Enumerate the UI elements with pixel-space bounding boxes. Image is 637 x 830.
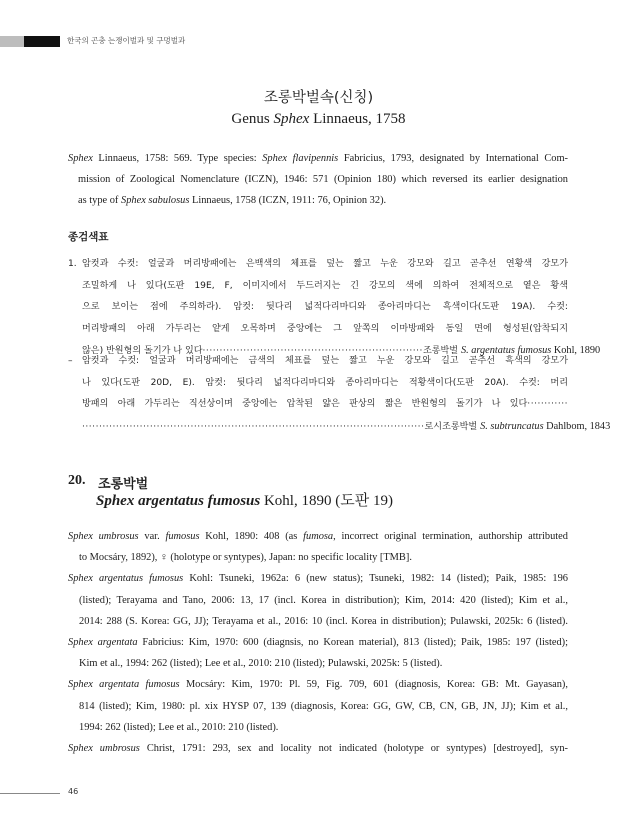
running-header: 한국의 곤충 는쟁이벌과 및 구멍벌과	[67, 36, 186, 45]
genus-para-line-1: Sphex Linnaeus, 1758: 569. Type species: Sphex flavipennis Fabricius, 1793, designated by International Com-	[68, 153, 569, 164]
key-line: – 암컷과 수컷: 얼굴과 머리방패에는 금색의 체표를 덮는 짧고 누운 강모와 길고 곧추선 흑색의 강모가	[68, 356, 568, 366]
synonymy-line: (listed); Terayama and Tano, 2006: 13, 17 (incl. Korea in distribution); Kim, 2014: 420 (listed); Kim et al.,	[79, 594, 568, 606]
genus-title-korean: 조롱박벌속(신칭)	[263, 90, 374, 106]
synonymy-line: to Mocsáry, 1892), ♀ (holotype or syntypes), Japan: no specific locality [TMB].	[79, 552, 412, 564]
header-black-block	[24, 36, 60, 47]
key-line: ·····································································································로시조롱박벌 S. subtruncatus Dahlbom, 1843	[82, 420, 611, 432]
key-title: 종검색표	[68, 231, 109, 243]
synonymy-list	[68, 526, 568, 759]
key-line: 으로 보이는 점에 주의하라). 암컷: 뒷다리 넓적다리마디와 종아리마디는 흑색이다(도판 19A). 수컷:	[82, 302, 568, 312]
key-line: 1. 암컷과 수컷: 얼굴과 머리방패에는 은백색의 체표를 덮는 짧고 누운 강모와 길고 곧추선 연황색 강모가	[68, 259, 568, 269]
key-couplet-1	[68, 254, 601, 363]
species-name-latin: Sphex argentatus fumosus Kohl, 1890 (도판 19)	[96, 493, 393, 509]
synonymy-line: 1994: 262 (listed); Lee et al., 2010: 210 (listed).	[79, 721, 279, 733]
synonymy-line: 2014: 288 (S. Korea: GG, JJ); Terayama et al., 2016: 10 (incl. Korea in distribution); Pulawski, 2025k: 6 (listed).	[79, 615, 568, 627]
key-line: 않은) 반원형의 돌기가 나 있다·································································조롱박벌 S. argentatus fumosus Kohl, 1890	[82, 345, 601, 356]
genus-title-latin: Genus Sphex Linnaeus, 1758	[231, 111, 406, 127]
synonymy-line: 814 (listed); Kim, 1980: pl. xix HYSP 07, 139 (diagnosis, Korea: GG, GW, CB, CN, GB, JN, JJ); Kim et al.,	[79, 700, 568, 712]
synonymy-line: Sphex umbrosus var. fumosus Kohl, 1890: 408 (as fumosa, incorrect original termination, authorship attributed	[68, 531, 568, 542]
header-gray-bar	[0, 36, 24, 47]
page-number: 46	[68, 787, 79, 796]
synonymy-line: Sphex argentata fumosus Mocsáry: Kim, 1970: Pl. 59, Fig. 709, 601 (diagnosis, Korea: GB: Mt. Gayasan),	[68, 679, 568, 691]
synonymy-line: Sphex umbrosus Christ, 1791: 293, sex and locality not indicated (holotype or syntypes) [destroyed], syn-	[68, 743, 568, 755]
key-line: 방패의 아래 가두리는 직선상이며 중앙에는 압착된 얇은 판상의 짧은 반원형의 돌기가 나 있다············	[82, 399, 568, 409]
key-line: 나 있다(도판 20D, E). 암컷: 뒷다리 넓적다리마디와 종아리마디는 적황색이다(도판 20A). 수컷: 머리	[82, 377, 568, 388]
key-line: 조밀하게 나 있다(도판 19E, F, 이미지에서 두드러지는 긴 강모의 색에 의하여 전체적으로 옅은 황색	[82, 280, 568, 291]
species-number: 20.	[68, 473, 86, 488]
synonymy-line: Sphex argentata Fabricius: Kim, 1970: 600 (diagnsis, no Korean material), 813 (listed); Paik, 1985: 197 (listed);	[68, 637, 568, 649]
footer-rule	[0, 793, 60, 794]
genus-para-line-2: mission of Zoological Nomenclature (ICZN), 1946: 571 (Opinion 180) which reversed its earlier designation	[78, 174, 568, 186]
genus-paragraph	[68, 148, 568, 212]
species-name-korean: 조롱박벌	[98, 477, 149, 492]
synonymy-line: Kim et al., 1994: 262 (listed); Lee et al., 2010: 210 (listed); Pulawski, 2025k: 5 (listed).	[79, 658, 443, 670]
synonymy-line: Sphex argentatus fumosus Kohl: Tsuneki, 1962a: 6 (new status); Tsuneki, 1982: 14 (listed); Paik, 1985: 196	[68, 573, 568, 585]
key-couplet-2	[68, 351, 611, 438]
key-line: 머리방패의 아래 가두리는 얕게 오목하며 중앙에는 그 앞쪽의 이마방패와 동일 면에 형성된(압착되지	[82, 323, 568, 334]
genus-para-line-3: as type of Sphex sabulosus Linnaeus, 1758 (ICZN, 1911: 76, Opinion 32).	[78, 195, 387, 207]
